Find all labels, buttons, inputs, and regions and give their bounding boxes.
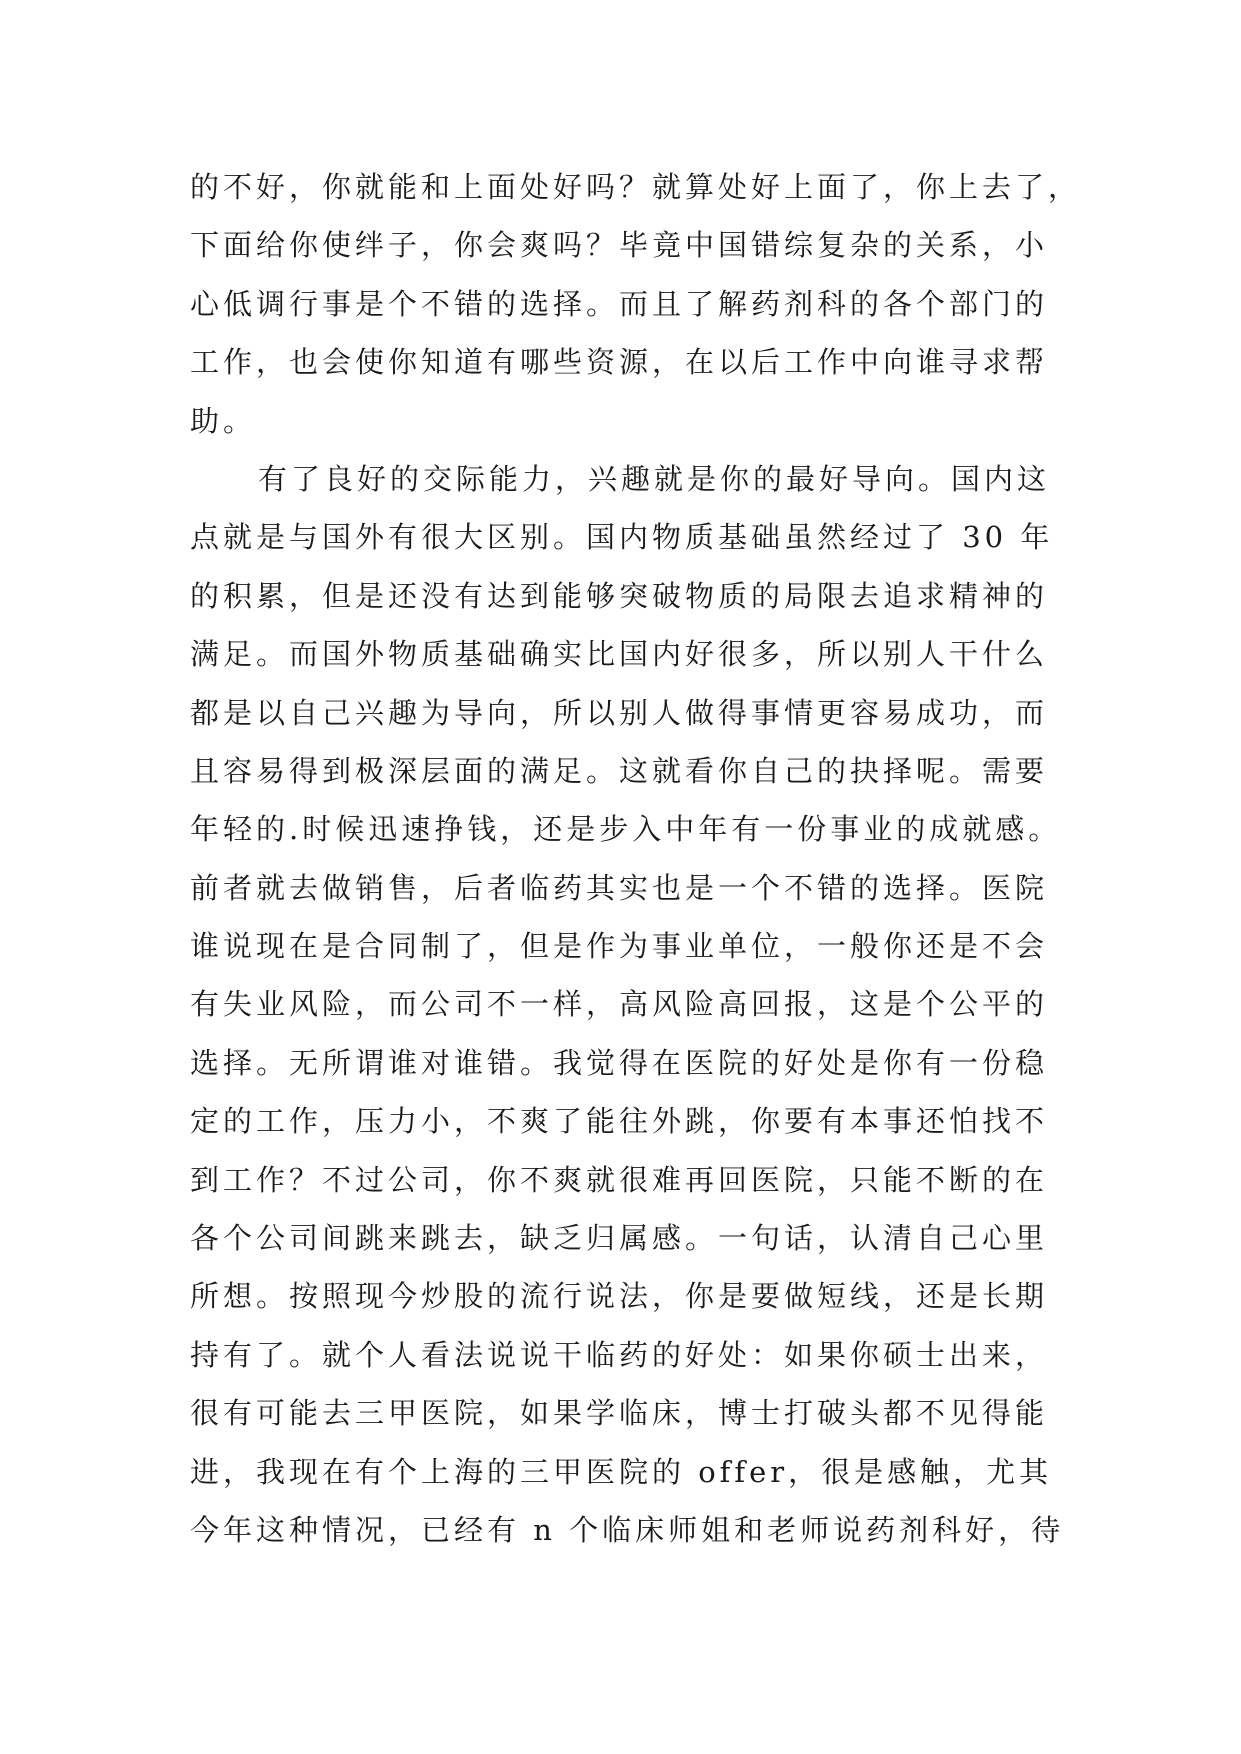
text-line: 心低调行事是个不错的选择。而且了解药剂科的各个部门的 — [190, 286, 1049, 321]
text-line: 定的工作，压力小，不爽了能往外跳，你要有本事还怕找不 — [190, 1104, 1049, 1139]
text-line: 助。 — [190, 403, 257, 438]
text-line: 点就是与国外有很大区别。国内物质基础虽然经过了 30 年 — [190, 520, 1054, 555]
text-line: 所想。按照现今炒股的流行说法，你是要做短线，还是长期 — [190, 1279, 1049, 1314]
text-line: 都是以自己兴趣为导向，所以别人做得事情更容易成功，而 — [190, 695, 1049, 730]
text-line: 进，我现在有个上海的三甲医院的 offer，很是感触，尤其 — [190, 1454, 1053, 1489]
text-line: 有失业风险，而公司不一样，高风险高回报，这是个公平的 — [190, 987, 1049, 1022]
text-line: 年轻的.时候迅速挣钱，还是步入中年有一份事业的成就感。 — [190, 812, 1062, 847]
text-line: 满足。而国外物质基础确实比国内好很多，所以别人干什么 — [190, 637, 1049, 672]
text-line: 选择。无所谓谁对谁错。我觉得在医院的好处是你有一份稳 — [190, 1045, 1049, 1080]
text-line-indented: 有了良好的交际能力，兴趣就是你的最好导向。国内这 — [258, 461, 1051, 496]
text-line: 到工作？不过公司，你不爽就很难再回医院，只能不断的在 — [190, 1162, 1049, 1197]
paragraph-2 — [190, 450, 1065, 1559]
paragraph-1 — [190, 158, 1082, 450]
text-line: 工作，也会使你知道有哪些资源，在以后工作中向谁寻求帮 — [190, 345, 1049, 380]
document-body — [190, 158, 1082, 1559]
text-line: 各个公司间跳来跳去，缺乏归属感。一句话，认清自己心里 — [190, 1221, 1049, 1256]
text-line: 今年这种情况，已经有 n 个临床师姐和老师说药剂科好，待 — [190, 1512, 1065, 1547]
text-line: 很有可能去三甲医院，如果学临床，博士打破头都不见得能 — [190, 1396, 1049, 1431]
text-line: 的积累，但是还没有达到能够突破物质的局限去追求精神的 — [190, 578, 1049, 613]
text-line: 谁说现在是合同制了，但是作为事业单位，一般你还是不会 — [190, 929, 1049, 964]
text-line: 下面给你使绊子，你会爽吗？毕竟中国错综复杂的关系，小 — [190, 228, 1049, 263]
text-line: 的不好，你就能和上面处好吗？就算处好上面了，你上去了， — [190, 170, 1082, 204]
text-line: 前者就去做销售，后者临药其实也是一个不错的选择。医院 — [190, 870, 1049, 905]
text-line: 且容易得到极深层面的满足。这就看你自己的抉择呢。需要 — [190, 753, 1049, 788]
text-line: 持有了。就个人看法说说干临药的好处：如果你硕士出来， — [190, 1337, 1049, 1372]
